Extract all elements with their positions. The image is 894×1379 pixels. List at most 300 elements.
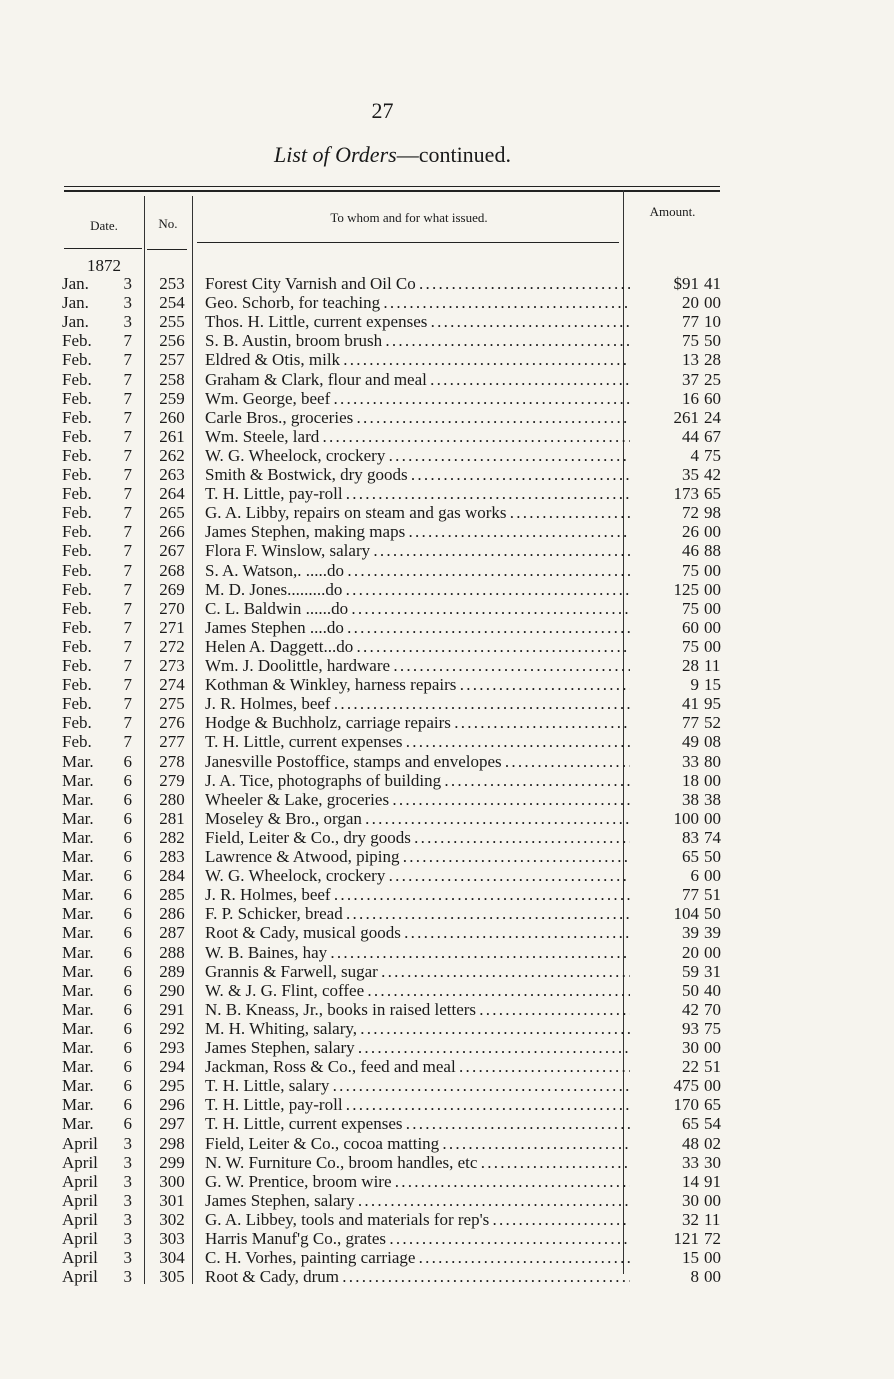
- table-row: [0, 1267, 894, 1286]
- order-month: Feb.: [62, 713, 92, 733]
- page-title-italic: List of Orders: [274, 142, 397, 167]
- order-date: [62, 1191, 142, 1210]
- order-description: Kothman & Winkley, harness repairs . . .: [205, 675, 630, 694]
- order-date: [62, 1095, 142, 1114]
- order-day: 7: [123, 369, 132, 389]
- order-month: Feb.: [62, 465, 92, 484]
- amount-cents: 74: [704, 827, 721, 847]
- order-day: 7: [123, 484, 132, 504]
- order-day: 7: [123, 541, 132, 561]
- table-row: [0, 675, 894, 694]
- order-day: 7: [123, 694, 132, 714]
- order-month: Mar.: [62, 904, 94, 924]
- amount-cents: 02: [704, 1133, 721, 1153]
- order-day: 6: [123, 961, 132, 981]
- amount-dollars: 83: [682, 827, 699, 847]
- order-description: J. R. Holmes, beef . . .: [205, 694, 630, 713]
- order-date: [62, 923, 142, 942]
- order-description: Forest City Varnish and Oil Co . . .: [205, 274, 630, 293]
- order-month: Jan.: [62, 312, 89, 332]
- amount-cents: 39: [704, 923, 721, 943]
- order-date: [62, 580, 142, 599]
- order-description: Thos. H. Little, current expenses . . .: [205, 312, 630, 331]
- order-date: [62, 484, 142, 503]
- order-month: Mar.: [62, 980, 94, 1000]
- header-rule-date: [64, 248, 142, 249]
- order-month: Feb.: [62, 694, 92, 714]
- order-day: 3: [123, 1171, 132, 1191]
- order-day: 7: [123, 503, 132, 523]
- header-date: Date.: [90, 218, 118, 233]
- order-description: T. H. Little, pay-roll . . .: [205, 484, 630, 503]
- order-number: 290: [159, 980, 185, 1000]
- order-number: 304: [159, 1248, 185, 1268]
- amount-dollars: 59: [682, 961, 699, 981]
- amount-dollars: 75: [682, 560, 699, 580]
- amount-cents: 50: [704, 847, 721, 866]
- order-month: Mar.: [62, 1057, 94, 1077]
- order-date: [62, 732, 142, 751]
- amount-dollars: 46: [682, 541, 699, 561]
- amount-cents: 88: [704, 541, 721, 561]
- order-number: 254: [159, 293, 185, 313]
- table-row: [0, 1038, 894, 1057]
- order-description: F. P. Schicker, bread . . .: [205, 904, 630, 923]
- order-number: 263: [159, 465, 185, 484]
- amount-cents: 25: [704, 369, 721, 389]
- amount-cents: 00: [704, 1076, 721, 1096]
- amount-cents: 80: [704, 751, 721, 771]
- amount-dollars: 50: [682, 980, 699, 1000]
- amount-dollars: 30: [682, 1038, 699, 1057]
- order-day: 6: [123, 827, 132, 847]
- order-month: Feb.: [62, 484, 92, 504]
- order-number: 255: [159, 312, 185, 332]
- order-month: Feb.: [62, 732, 92, 752]
- amount-dollars: 41: [682, 694, 699, 714]
- table-row: [0, 446, 894, 465]
- order-date: [62, 713, 142, 732]
- order-day: 7: [123, 675, 132, 695]
- order-month: Mar.: [62, 885, 94, 905]
- amount-dollars: 75: [682, 636, 699, 656]
- order-date: [62, 1267, 142, 1286]
- year-label: 1872: [87, 256, 121, 275]
- amount-cents: 38: [704, 789, 721, 809]
- table-row: [0, 1019, 894, 1038]
- amount-cents: 10: [704, 312, 721, 332]
- amount-dollars: 35: [682, 465, 699, 484]
- order-description: Root & Cady, drum . . .: [205, 1267, 630, 1286]
- amount-cents: 28: [704, 350, 721, 370]
- order-month: April: [62, 1209, 98, 1229]
- order-number: 262: [159, 445, 185, 465]
- order-description: G. A. Libby, repairs on steam and gas works . . .: [205, 503, 630, 522]
- amount-dollars: 39: [682, 923, 699, 943]
- order-month: Feb.: [62, 426, 92, 446]
- top-rule-thick: [64, 190, 720, 192]
- amount-dollars: 173: [673, 484, 699, 504]
- order-day: 7: [123, 713, 132, 733]
- order-description: Wm. J. Doolittle, hardware . . .: [205, 656, 630, 675]
- table-row: [0, 1057, 894, 1076]
- table-row: [0, 1172, 894, 1191]
- table-row: [0, 618, 894, 637]
- order-month: Feb.: [62, 675, 92, 695]
- order-day: 6: [123, 770, 132, 790]
- order-number: 278: [159, 751, 185, 771]
- order-date: [62, 350, 142, 369]
- order-date: [62, 503, 142, 522]
- order-description: Field, Leiter & Co., dry goods . . .: [205, 828, 630, 847]
- header-rule-desc: [197, 242, 619, 243]
- order-description: Janesville Postoffice, stamps and envelopes . . .: [205, 752, 630, 771]
- amount-cents: 67: [704, 426, 721, 446]
- order-month: Jan.: [62, 293, 89, 313]
- order-description: Harris Manuf'g Co., grates . . .: [205, 1229, 630, 1248]
- order-number: 297: [159, 1114, 185, 1134]
- table-row: [0, 713, 894, 732]
- order-number: 302: [159, 1209, 185, 1229]
- order-month: Mar.: [62, 923, 94, 943]
- order-description: Hodge & Buchholz, carriage repairs . . .: [205, 713, 630, 732]
- table-row: [0, 790, 894, 809]
- table-row: [0, 389, 894, 408]
- amount-dollars: $91: [673, 274, 699, 293]
- header-amount: Amount.: [649, 204, 696, 219]
- order-description: W. B. Baines, hay . . .: [205, 943, 630, 962]
- order-date: [62, 331, 142, 350]
- order-day: 7: [123, 617, 132, 637]
- order-date: [62, 522, 142, 541]
- order-description: James Stephen ....do . . .: [205, 618, 630, 637]
- table-row: [0, 312, 894, 331]
- order-date: [62, 943, 142, 962]
- table-row: [0, 293, 894, 312]
- order-number: 266: [159, 522, 185, 542]
- order-number: 277: [159, 732, 185, 752]
- table-row: [0, 465, 894, 484]
- order-month: Mar.: [62, 827, 94, 847]
- order-date: [62, 885, 142, 904]
- order-month: April: [62, 1248, 98, 1268]
- order-date: [62, 828, 142, 847]
- order-number: 300: [159, 1171, 185, 1191]
- order-description: Field, Leiter & Co., cocoa matting . . .: [205, 1134, 630, 1153]
- page-title: [0, 142, 785, 168]
- order-month: Feb.: [62, 350, 92, 370]
- order-day: 7: [123, 350, 132, 370]
- order-day: 7: [123, 636, 132, 656]
- amount-dollars: 93: [682, 1018, 699, 1038]
- order-date: [62, 427, 142, 446]
- order-description: W. G. Wheelock, crockery . . .: [205, 866, 630, 885]
- order-description: S. A. Watson,. .....do . . .: [205, 561, 630, 580]
- amount-dollars: 30: [682, 1190, 699, 1210]
- order-number: 283: [159, 847, 185, 866]
- table-row: [0, 1248, 894, 1267]
- order-day: 7: [123, 465, 132, 484]
- order-month: Mar.: [62, 942, 94, 962]
- order-month: Feb.: [62, 560, 92, 580]
- order-day: 6: [123, 1095, 132, 1115]
- amount-cents: 70: [704, 999, 721, 1019]
- amount-cents: 00: [704, 522, 721, 542]
- order-day: 6: [123, 1076, 132, 1096]
- amount-cents: 00: [704, 808, 721, 828]
- amount-dollars: 28: [682, 656, 699, 675]
- order-date: [62, 1038, 142, 1057]
- amount-cents: 72: [704, 1229, 721, 1248]
- order-number: 298: [159, 1133, 185, 1153]
- order-date: [62, 1248, 142, 1267]
- amount-cents: 75: [704, 1018, 721, 1038]
- order-month: Mar.: [62, 1114, 94, 1134]
- table-row: [0, 1210, 894, 1229]
- amount-dollars: 32: [682, 1209, 699, 1229]
- amount-cents: 11: [704, 1209, 721, 1229]
- table-row: [0, 484, 894, 503]
- amount-cents: 00: [704, 1038, 721, 1057]
- amount-dollars: 15: [682, 1248, 699, 1268]
- order-number: 291: [159, 999, 185, 1019]
- order-description: M. H. Whiting, salary, . . .: [205, 1019, 630, 1038]
- amount-dollars: 77: [682, 312, 699, 332]
- table-row: [0, 580, 894, 599]
- amount-dollars: 33: [682, 751, 699, 771]
- order-day: 3: [123, 274, 132, 293]
- order-month: Mar.: [62, 1038, 94, 1057]
- order-number: 280: [159, 789, 185, 809]
- order-date: [62, 790, 142, 809]
- order-month: April: [62, 1267, 98, 1287]
- order-description: Smith & Bostwick, dry goods . . .: [205, 465, 630, 484]
- order-month: Jan.: [62, 274, 89, 293]
- amount-cents: 98: [704, 503, 721, 523]
- order-day: 7: [123, 732, 132, 752]
- table-row: [0, 885, 894, 904]
- order-number: 259: [159, 388, 185, 408]
- order-day: 7: [123, 598, 132, 618]
- table-row: [0, 541, 894, 560]
- amount-dollars: 75: [682, 331, 699, 351]
- order-date: [62, 1076, 142, 1095]
- order-month: Mar.: [62, 999, 94, 1019]
- amount-cents: 24: [704, 407, 721, 427]
- order-number: 276: [159, 713, 185, 733]
- amount-dollars: 77: [682, 713, 699, 733]
- order-date: [62, 370, 142, 389]
- order-day: 6: [123, 1114, 132, 1134]
- order-number: 286: [159, 904, 185, 924]
- amount-cents: 42: [704, 465, 721, 484]
- table-row: [0, 828, 894, 847]
- order-description: Wheeler & Lake, groceries . . .: [205, 790, 630, 809]
- amount-dollars: 65: [682, 847, 699, 866]
- order-day: 6: [123, 751, 132, 771]
- amount-cents: 95: [704, 694, 721, 714]
- order-month: Mar.: [62, 808, 94, 828]
- order-day: 6: [123, 1038, 132, 1057]
- top-rule-thin: [64, 186, 720, 187]
- table-row: [0, 331, 894, 350]
- table-row: [0, 771, 894, 790]
- order-date: [62, 1210, 142, 1229]
- order-description: Helen A. Daggett...do . . .: [205, 637, 630, 656]
- order-day: 6: [123, 942, 132, 962]
- order-description: Moseley & Bro., organ . . .: [205, 809, 630, 828]
- amount-cents: 00: [704, 942, 721, 962]
- table-row: [0, 962, 894, 981]
- amount-dollars: 125: [673, 579, 699, 599]
- table-row: [0, 694, 894, 713]
- order-number: 273: [159, 656, 185, 675]
- order-date: [62, 637, 142, 656]
- order-month: Mar.: [62, 847, 94, 866]
- order-number: 260: [159, 407, 185, 427]
- amount-dollars: 6: [690, 866, 699, 886]
- order-description: N. B. Kneass, Jr., books in raised letters . . .: [205, 1000, 630, 1019]
- amount-cents: 50: [704, 904, 721, 924]
- amount-dollars: 60: [682, 617, 699, 637]
- order-date: [62, 962, 142, 981]
- amount-cents: 00: [704, 866, 721, 886]
- order-description: Lawrence & Atwood, piping . . .: [205, 847, 630, 866]
- order-day: 7: [123, 522, 132, 542]
- order-date: [62, 771, 142, 790]
- amount-dollars: 13: [682, 350, 699, 370]
- order-description: C. H. Vorhes, painting carriage . . .: [205, 1248, 630, 1267]
- order-day: 7: [123, 331, 132, 351]
- amount-dollars: 44: [682, 426, 699, 446]
- order-day: 6: [123, 866, 132, 886]
- order-month: Feb.: [62, 522, 92, 542]
- order-description: Wm. George, beef . . .: [205, 389, 630, 408]
- order-date: [62, 1019, 142, 1038]
- table-row: [0, 637, 894, 656]
- amount-cents: 65: [704, 1095, 721, 1115]
- order-number: 305: [159, 1267, 185, 1287]
- amount-cents: 00: [704, 1248, 721, 1268]
- order-month: Feb.: [62, 331, 92, 351]
- order-number: 299: [159, 1152, 185, 1172]
- amount-cents: 00: [704, 560, 721, 580]
- amount-dollars: 8: [690, 1267, 699, 1287]
- amount-dollars: 261: [673, 407, 699, 427]
- order-month: Mar.: [62, 1095, 94, 1115]
- amount-dollars: 49: [682, 732, 699, 752]
- order-day: 3: [123, 293, 132, 313]
- order-date: [62, 809, 142, 828]
- order-description: N. W. Furniture Co., broom handles, etc . . .: [205, 1153, 630, 1172]
- order-day: 3: [123, 1190, 132, 1210]
- table-row: [0, 923, 894, 942]
- amount-dollars: 77: [682, 885, 699, 905]
- table-row: [0, 943, 894, 962]
- order-description: M. D. Jones.........do . . .: [205, 580, 630, 599]
- order-description: C. L. Baldwin ......do . . .: [205, 599, 630, 618]
- amount-cents: 00: [704, 579, 721, 599]
- table-row: [0, 1134, 894, 1153]
- order-day: 7: [123, 656, 132, 675]
- amount-cents: 00: [704, 1190, 721, 1210]
- order-day: 6: [123, 999, 132, 1019]
- order-date: [62, 981, 142, 1000]
- amount-cents: 65: [704, 484, 721, 504]
- order-day: 7: [123, 388, 132, 408]
- amount-dollars: 16: [682, 388, 699, 408]
- order-day: 6: [123, 847, 132, 866]
- order-date: [62, 752, 142, 771]
- order-description: James Stephen, salary . . .: [205, 1038, 630, 1057]
- table-row: [0, 599, 894, 618]
- header-rule-no: [147, 249, 187, 250]
- order-day: 3: [123, 1209, 132, 1229]
- order-number: 295: [159, 1076, 185, 1096]
- amount-dollars: 9: [690, 675, 699, 695]
- order-date: [62, 446, 142, 465]
- amount-cents: 60: [704, 388, 721, 408]
- order-date: [62, 675, 142, 694]
- amount-dollars: 18: [682, 770, 699, 790]
- table-row: [0, 981, 894, 1000]
- order-day: 3: [123, 1133, 132, 1153]
- order-number: 272: [159, 636, 185, 656]
- order-month: Feb.: [62, 503, 92, 523]
- order-date: [62, 694, 142, 713]
- order-number: 275: [159, 694, 185, 714]
- table-row: [0, 1114, 894, 1133]
- order-number: 270: [159, 598, 185, 618]
- amount-dollars: 42: [682, 999, 699, 1019]
- amount-cents: 00: [704, 1267, 721, 1287]
- amount-dollars: 100: [673, 808, 699, 828]
- table-row: [0, 1000, 894, 1019]
- amount-dollars: 38: [682, 789, 699, 809]
- order-day: 6: [123, 789, 132, 809]
- order-date: [62, 561, 142, 580]
- order-month: April: [62, 1229, 98, 1248]
- order-month: April: [62, 1133, 98, 1153]
- order-day: 7: [123, 426, 132, 446]
- order-description: T. H. Little, pay-roll . . .: [205, 1095, 630, 1114]
- amount-dollars: 20: [682, 293, 699, 313]
- amount-cents: 52: [704, 713, 721, 733]
- amount-cents: 51: [704, 1057, 721, 1077]
- order-month: Mar.: [62, 1018, 94, 1038]
- order-date: [62, 1172, 142, 1191]
- order-number: 271: [159, 617, 185, 637]
- amount-dollars: 4: [690, 445, 699, 465]
- order-number: 258: [159, 369, 185, 389]
- order-number: 265: [159, 503, 185, 523]
- table-row: [0, 904, 894, 923]
- order-date: [62, 1114, 142, 1133]
- amount-cents: 00: [704, 636, 721, 656]
- order-description: W. G. Wheelock, crockery . . .: [205, 446, 630, 465]
- table-row: [0, 656, 894, 675]
- order-date: [62, 618, 142, 637]
- order-month: Feb.: [62, 369, 92, 389]
- amount-dollars: 48: [682, 1133, 699, 1153]
- order-number: 269: [159, 579, 185, 599]
- table-row: [0, 370, 894, 389]
- amount-cents: 00: [704, 598, 721, 618]
- order-date: [62, 274, 142, 293]
- order-description: G. W. Prentice, broom wire . . .: [205, 1172, 630, 1191]
- order-day: 3: [123, 1267, 132, 1287]
- order-day: 6: [123, 980, 132, 1000]
